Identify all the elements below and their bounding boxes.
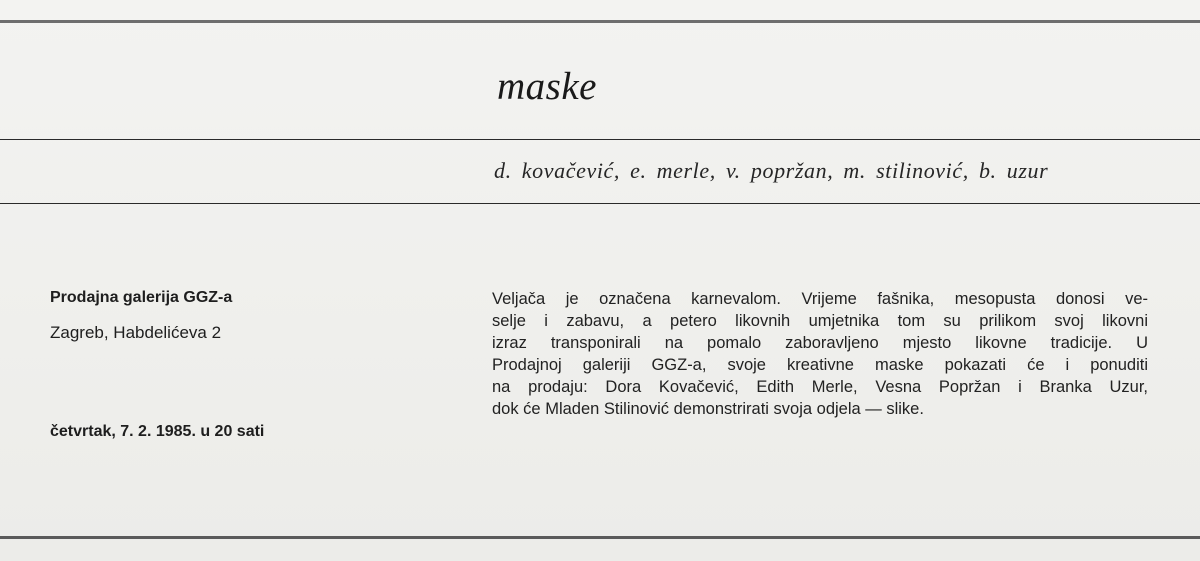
top-rule: [0, 20, 1200, 23]
artists-divider: [0, 203, 1200, 204]
description-line: selje i zabavu, a petero likovnih umjetnika tom su prilikom svoj likovni: [492, 312, 1148, 330]
event-date: četvrtak, 7. 2. 1985. u 20 sati: [50, 423, 265, 440]
venue-address: Zagreb, Habdelićeva 2: [50, 323, 222, 342]
title-divider: [0, 139, 1200, 140]
bottom-rule: [0, 536, 1200, 539]
exhibition-title: maske: [497, 65, 597, 108]
description-line: dok će Mladen Stilinović demonstrirati svoja odjela — slike.: [492, 400, 924, 418]
description-line: Veljača je označena karnevalom. Vrijeme fašnika, mesopusta donosi ve-: [492, 290, 1148, 308]
description-line: izraz transponirali na pomalo zaboravljeno mjesto likovne tradicije. U: [492, 334, 1148, 352]
artist-list: d. kovačević, e. merle, v. popržan, m. stilinović, b. uzur: [494, 158, 1049, 183]
description-line: na prodaju: Dora Kovačević, Edith Merle, Vesna Popržan i Branka Uzur,: [492, 378, 1148, 396]
description-line: Prodajnoj galeriji GGZ-a, svoje kreativne maske pokazati će i ponuditi: [492, 356, 1148, 374]
description-text: [492, 288, 1148, 420]
venue-name: Prodajna galerija GGZ-a: [50, 289, 233, 306]
